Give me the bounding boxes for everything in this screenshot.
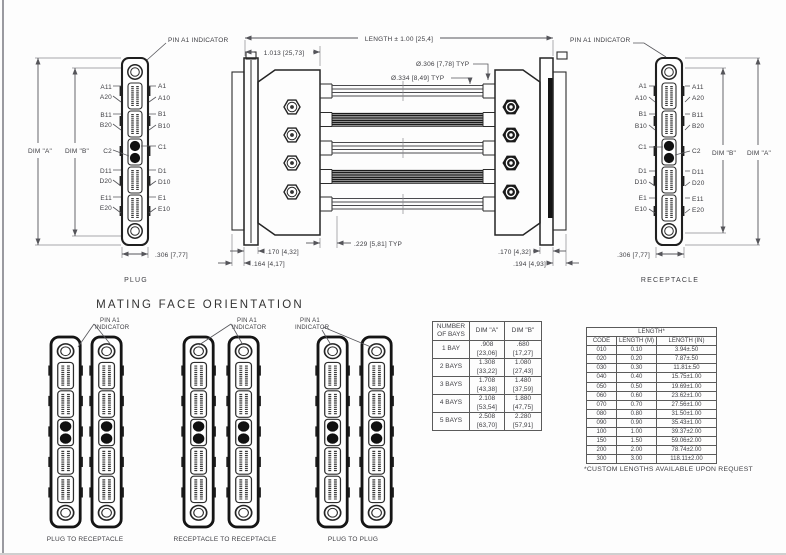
code-cell: 300 — [587, 455, 617, 464]
dim-b-cell — [505, 395, 542, 413]
receptacle-pin-label: A1 — [638, 83, 647, 90]
plug-pin-label: A10 — [158, 95, 171, 102]
dia-334-label: Ø.334 [8,49] TYP — [391, 75, 445, 82]
bays-header-dim-a: DIM "A" — [470, 322, 505, 341]
jackscrew-nut — [284, 185, 300, 199]
dia-306-label: Ø.306 [7,78] TYP — [416, 61, 470, 68]
dia-306-leader — [473, 64, 488, 80]
dim-b-mm: [57,91] — [513, 421, 533, 429]
plug-dim-b-label: DIM "B" — [64, 148, 90, 155]
mating-connector — [48, 337, 83, 527]
code-cell: 200 — [587, 446, 617, 455]
mating-pair1-pin-a1-line2: INDICATOR — [95, 325, 130, 331]
dim-b-cell — [505, 377, 542, 395]
plug-caption: PLUG — [124, 277, 148, 284]
code-cell: 040 — [587, 373, 617, 382]
plug-pin-label: B20 — [99, 122, 112, 129]
dim-b-inches: .680 — [516, 341, 530, 349]
bays-cell: 1 BAY — [433, 341, 470, 359]
receptacle-pin-label: B11 — [692, 112, 704, 119]
receptacle-pin-label: A10 — [634, 95, 647, 102]
length-m-cell: 0.10 — [617, 346, 657, 355]
jackscrew-nut-dark — [503, 100, 519, 114]
receptacle-pin-label: E20 — [692, 207, 705, 214]
length-table — [586, 327, 717, 464]
mating-connector — [226, 337, 261, 527]
mating-section-title: MATING FACE ORIENTATION — [96, 299, 304, 311]
dim-b-inches: 1.080 — [514, 359, 532, 367]
table-row — [587, 373, 717, 382]
length-in-cell: 35.43±1.00 — [657, 418, 717, 427]
bays-header-number — [433, 322, 470, 341]
left-cable-boots — [320, 84, 332, 211]
table-row — [587, 346, 717, 355]
plug-pin-label: E10 — [158, 206, 171, 213]
plug-pin-label: A11 — [100, 84, 112, 91]
receptacle-pin-label: E1 — [638, 195, 647, 202]
length-m-cell: 3.00 — [617, 455, 657, 464]
bays-cell: 2 BAYS — [433, 359, 470, 377]
bays-header-number-line2: OF BAYS — [437, 331, 465, 338]
jackscrew-nut-dark — [503, 156, 519, 170]
length-in-cell: 39.37±2.00 — [657, 428, 717, 437]
length-in-cell: 59.06±2.00 — [657, 437, 717, 446]
plug-pin-label: E20 — [99, 205, 112, 212]
dim-a-mm: [53,54] — [477, 403, 497, 411]
dim-b-inches: 1.880 — [514, 395, 532, 403]
dim-b-cell — [505, 359, 542, 377]
length-m-cell: 0.80 — [617, 409, 657, 418]
mating-pair3-pin-a1-line1: PIN A1 — [300, 318, 320, 324]
receptacle-pin-label: A11 — [692, 84, 704, 91]
table-row — [587, 455, 717, 464]
receptacle-pin-label: E10 — [634, 206, 647, 213]
plug-pin-label: D11 — [99, 168, 112, 175]
dim-194-label: .194 [4,93] — [513, 261, 546, 268]
mating-pair1-label: PLUG TO RECEPTACLE — [46, 536, 124, 543]
length-in-cell: 31.50±1.00 — [657, 409, 717, 418]
length-in-cell: 7.87±.50 — [657, 355, 717, 364]
receptacle-dim-a-label: DIM "A" — [746, 150, 772, 157]
right-flange-tab — [557, 52, 567, 59]
dim-164-label: .164 [4,17] — [252, 261, 285, 268]
dim-a-mm: [63,70] — [477, 421, 497, 429]
receptacle-pin-label: C2 — [692, 148, 701, 155]
plug-pin-label: C1 — [158, 144, 167, 151]
dim-170-left-label: .170 [4,32] — [266, 249, 299, 256]
receptacle-pin-a1-leader-line — [633, 43, 666, 57]
receptacle-pin-label: A20 — [692, 95, 705, 102]
bays-table-header-row — [433, 322, 542, 341]
table-row — [433, 395, 542, 413]
receptacle-pin-label: C1 — [638, 144, 647, 151]
right-cap-plate — [553, 72, 566, 230]
receptacle-pin-label: B20 — [692, 123, 705, 130]
table-row — [587, 400, 717, 409]
length-m-cell: 0.90 — [617, 418, 657, 427]
table-row — [587, 446, 717, 455]
plug-width-dim-label: .306 [7,77] — [155, 252, 188, 259]
length-m-cell: 0.30 — [617, 364, 657, 373]
jackscrew-nut — [284, 156, 300, 170]
plug-pin-label: D1 — [158, 168, 167, 175]
jackscrew-nut — [284, 128, 300, 142]
code-cell: 090 — [587, 418, 617, 427]
table-row — [587, 391, 717, 400]
plug-pin-label: A1 — [158, 83, 167, 90]
plug-front-view — [28, 37, 229, 284]
code-cell: 060 — [587, 391, 617, 400]
table-row — [587, 428, 717, 437]
length-dim-label: LENGTH ± 1.00 [25,4] — [364, 36, 434, 43]
bays-cell: 4 BAYS — [433, 395, 470, 413]
length-code-table — [586, 327, 717, 464]
length-table-title-row — [587, 328, 717, 337]
length-m-cell: 0.20 — [617, 355, 657, 364]
plug-pin-label: C2 — [103, 148, 112, 155]
cable-bundle-3 — [332, 143, 483, 154]
mating-pair-plug-to-receptacle — [47, 318, 130, 543]
cable-bundle-4 — [332, 171, 483, 184]
custom-lengths-footnote: *CUSTOM LENGTHS AVAILABLE UPON REQUEST — [584, 466, 753, 473]
dim-a-cell — [470, 413, 505, 431]
receptacle-pin-label: B10 — [634, 123, 647, 130]
length-m-cell: 0.70 — [617, 400, 657, 409]
length-in-cell: 11.81±.50 — [657, 364, 717, 373]
mating-connector — [181, 337, 216, 527]
receptacle-pin-label: D11 — [692, 169, 705, 176]
plug-pin-label: E1 — [158, 195, 167, 202]
jackscrew-nut-dark — [503, 128, 519, 142]
code-cell: 100 — [587, 428, 617, 437]
dim-a-inches: 1.308 — [478, 359, 496, 367]
mating-pair3-label: PLUG TO PLUG — [327, 536, 379, 543]
code-cell: 050 — [587, 382, 617, 391]
length-header-m: LENGTH (M) — [617, 337, 657, 346]
length-in-cell: 23.62±1.00 — [657, 391, 717, 400]
mating-connector — [359, 337, 394, 527]
receptacle-connector-body — [654, 58, 685, 245]
dim-a-mm: [33,22] — [477, 367, 497, 375]
table-row — [587, 409, 717, 418]
right-cable-boots — [483, 84, 495, 211]
receptacle-front-view — [570, 37, 772, 284]
cable-assembly-side-view — [218, 36, 579, 268]
dim-b-mm: [37,59] — [513, 385, 533, 393]
mating-pair-plug-to-plug — [295, 318, 394, 543]
mating-face-section — [47, 299, 394, 543]
length-m-cell: 1.00 — [617, 428, 657, 437]
jackscrew-nut-dark — [503, 185, 519, 199]
dim-b-cell — [505, 413, 542, 431]
plug-pin-a1-leader-line — [147, 43, 166, 60]
table-row — [433, 377, 542, 395]
bays-table — [432, 321, 542, 431]
plug-pin-label: D10 — [158, 179, 171, 186]
mating-pair-receptacle-to-receptacle — [174, 318, 277, 543]
table-row — [587, 418, 717, 427]
code-cell: 020 — [587, 355, 617, 364]
plug-pin-label: B11 — [100, 112, 112, 119]
dim-a-cell — [470, 341, 505, 359]
receptacle-caption: RECEPTACLE — [640, 277, 700, 284]
receptacle-width-extension-lines — [656, 247, 684, 258]
cable-bundle-2 — [332, 114, 483, 127]
mating-pair2-label: RECEPTACLE TO RECEPTACLE — [173, 536, 277, 543]
bays-header-number-line1: NUMBER — [436, 322, 466, 330]
length-in-cell: 15.75±1.00 — [657, 373, 717, 382]
length-m-cell: 2.00 — [617, 446, 657, 455]
receptacle-width-dim-label: .306 [7,77] — [617, 252, 650, 259]
mating-connector — [315, 337, 350, 527]
length-in-cell: 27.56±1.00 — [657, 400, 717, 409]
bays-cell: 5 BAYS — [433, 413, 470, 431]
bays-header-dim-b: DIM "B" — [505, 322, 542, 341]
dim-b-inches: 2.280 — [514, 413, 532, 421]
dim-b-mm: [17,27] — [513, 349, 533, 357]
mating-pair3-pin-a1-line2: INDICATOR — [295, 325, 330, 331]
dim-a-mm: [43,38] — [477, 385, 497, 393]
dim-a-cell — [470, 359, 505, 377]
code-cell: 070 — [587, 400, 617, 409]
length-in-cell: 118.11±2.00 — [657, 455, 717, 464]
table-row — [433, 341, 542, 359]
dim-a-inches: 2.508 — [478, 413, 496, 421]
dim-b-inches: 1.480 — [514, 377, 532, 385]
plug-pin-label: A20 — [99, 94, 112, 101]
cable-bundle-5 — [332, 199, 483, 210]
mating-pair2-pin-a1-line2: INDICATOR — [232, 325, 267, 331]
dim-b-cell — [505, 341, 542, 359]
plug-dim-a-label: DIM "A" — [27, 148, 53, 155]
table-row — [433, 413, 542, 431]
plug-connector-body — [120, 58, 151, 245]
left-connector-body — [258, 70, 320, 235]
mating-connector — [89, 337, 124, 527]
plug-pin-a1-indicator-label: PIN A1 INDICATOR — [168, 37, 229, 44]
length-in-cell: 19.69±1.00 — [657, 382, 717, 391]
receptacle-pin-a1-indicator-label: PIN A1 INDICATOR — [570, 37, 631, 44]
length-m-cell: 0.50 — [617, 382, 657, 391]
table-row — [433, 359, 542, 377]
dim-b-mm: [27,43] — [513, 367, 533, 375]
dia-334-leader — [451, 78, 470, 84]
receptacle-pin-label: E11 — [692, 196, 704, 203]
receptacle-pin-label: B1 — [638, 111, 647, 118]
bays-dimension-table — [432, 321, 542, 431]
code-cell: 010 — [587, 346, 617, 355]
left-cap-plate — [232, 72, 244, 230]
receptacle-dim-b-label: DIM "B" — [711, 150, 737, 157]
length-in-cell: 3.94±.50 — [657, 346, 717, 355]
plug-width-extension-lines — [122, 247, 148, 258]
receptacle-pin-label: D1 — [638, 168, 647, 175]
dim-229-label: .229 [5,81] TYP — [354, 241, 403, 248]
dim-1013-label: 1.013 [25,73] — [263, 50, 305, 57]
dim-a-inches: .908 — [480, 341, 494, 349]
mating-pair2-pin-a1-line1: PIN A1 — [237, 318, 257, 324]
plug-pin-label: D20 — [99, 178, 112, 185]
length-m-cell: 1.50 — [617, 437, 657, 446]
plug-pin-label: B1 — [158, 111, 167, 118]
length-in-cell: 78.74±2.00 — [657, 446, 717, 455]
plug-pin-label: B10 — [158, 123, 171, 130]
receptacle-pin-label: D10 — [634, 179, 647, 186]
dim-a-cell — [470, 377, 505, 395]
table-row — [587, 382, 717, 391]
length-m-cell: 0.60 — [617, 391, 657, 400]
dim-a-cell — [470, 395, 505, 413]
plug-pin-label: E11 — [100, 195, 112, 202]
code-cell: 080 — [587, 409, 617, 418]
dim-a-mm: [23,06] — [477, 349, 497, 357]
code-cell: 150 — [587, 437, 617, 446]
dim-a-inches: 2.108 — [478, 395, 496, 403]
dim-a-inches: 1.708 — [478, 377, 496, 385]
right-connector-body — [495, 70, 540, 235]
right-mating-face-strip — [548, 78, 553, 218]
length-header-in: LENGTH (IN) — [657, 337, 717, 346]
table-row — [587, 355, 717, 364]
table-row — [587, 437, 717, 446]
bays-cell: 3 BAYS — [433, 377, 470, 395]
dim-b-mm: [47,75] — [513, 403, 533, 411]
cable-bundle-1 — [332, 86, 483, 97]
jackscrew-nut — [284, 100, 300, 114]
length-table-title: LENGTH* — [587, 328, 717, 337]
dim-229-extension-lines — [320, 216, 337, 248]
dim-170-right-label: .170 [4,32] — [498, 249, 531, 256]
length-table-header-row — [587, 337, 717, 346]
table-row — [587, 364, 717, 373]
receptacle-pin-label: D20 — [692, 180, 705, 187]
code-cell: 030 — [587, 364, 617, 373]
length-header-code: CODE — [587, 337, 617, 346]
mating-pair1-pin-a1-line1: PIN A1 — [100, 318, 120, 324]
length-m-cell: 0.40 — [617, 373, 657, 382]
